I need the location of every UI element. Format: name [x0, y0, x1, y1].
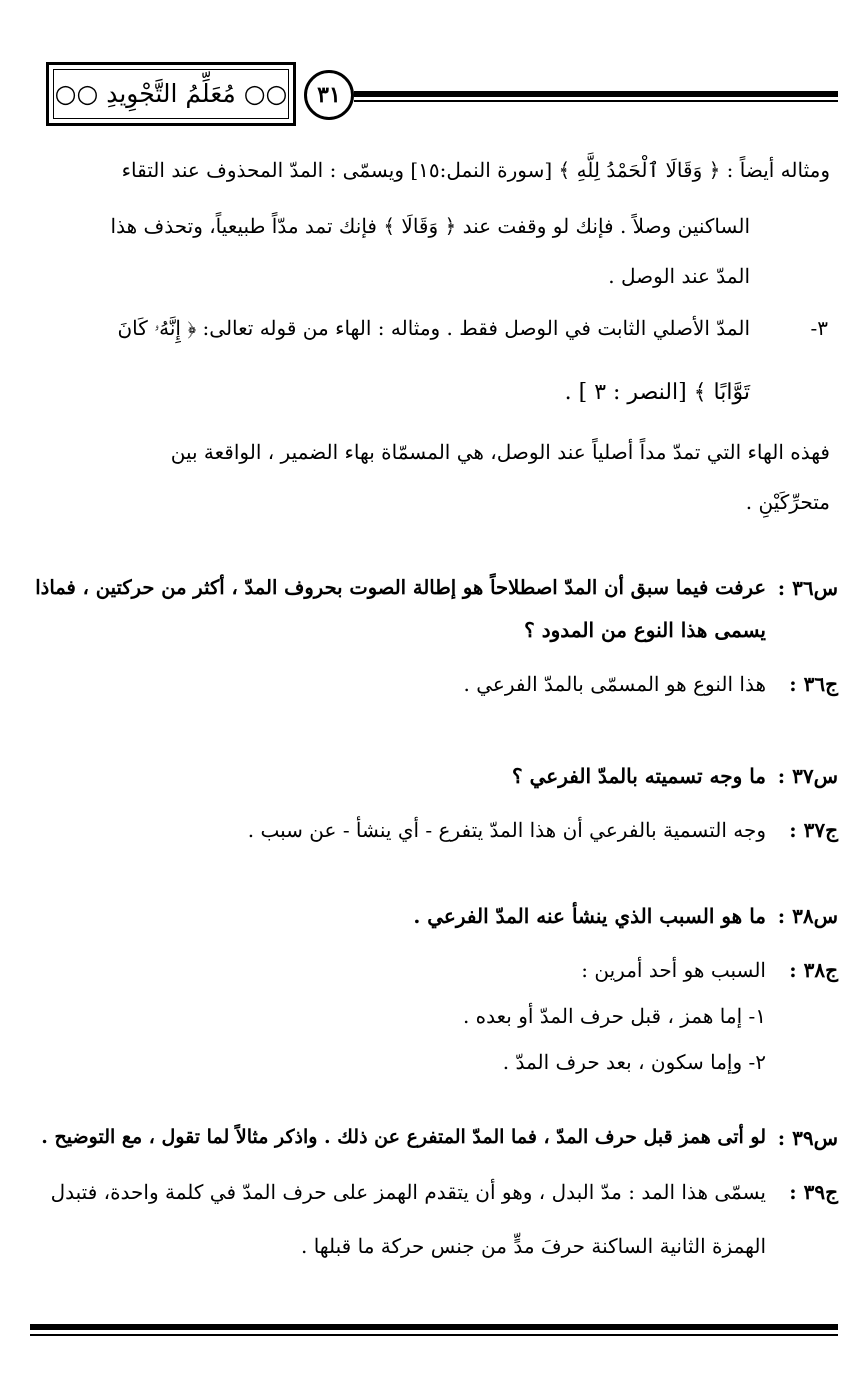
question-line: ما هو السبب الذي ينشأ عنه المدّ الفرعي .	[413, 904, 766, 928]
answer-label: ج٣٦ :	[789, 672, 838, 696]
answer-label: ج٣٧ :	[789, 818, 838, 842]
answer-line: ٢- وإما سكون ، بعد حرف المدّ .	[502, 1050, 766, 1074]
item-number: ٣-	[810, 316, 828, 340]
answer-line: ١- إما همز ، قبل حرف المدّ أو بعده .	[462, 1004, 766, 1028]
item-line: المدّ الأصلي الثابت في الوصل فقط . ومثاله : الهاء من قوله تعالى: ﴿ إِنَّهُۥ كَانَ	[117, 316, 750, 340]
header-rule	[354, 91, 838, 97]
question-line: يسمى هذا النوع من المدود ؟	[524, 618, 766, 642]
footer-rule-thin	[30, 1334, 838, 1336]
answer-line: يسمّى هذا المد : مدّ البدل ، وهو أن يتقدم الهمز على حرف المدّ في كلمة واحدة، فتبدل	[50, 1180, 766, 1204]
paragraph-line: الساكنين وصلاً . فإنك لو وقفت عند ﴿ وَقَالَا ﴾ فإنك تمد مدّاً طبيعياً، وتحذف هذا	[110, 214, 750, 238]
question-label: س٣٧ :	[777, 764, 838, 788]
answer-label: ج٣٩ :	[789, 1180, 838, 1204]
paragraph-line: المدّ عند الوصل .	[608, 264, 750, 288]
answer-line: هذا النوع هو المسمّى بالمدّ الفرعي .	[463, 672, 766, 696]
paragraph-line: فهذه الهاء التي تمدّ مداً أصلياً عند الوصل، هي المسمّاة بهاء الضمير ، الواقعة بين	[170, 440, 830, 464]
answer-line: السبب هو أحد أمرين :	[581, 958, 766, 982]
item-line: تَوَّابًا ﴾ [النصر : ٣ ] .	[564, 380, 750, 405]
book-title: ○○ مُعَلِّمُ التَّجْوِيدِ ○○	[54, 79, 288, 108]
answer-line: وجه التسمية بالفرعي أن هذا المدّ يتفرع - أي ينشأ - عن سبب .	[247, 818, 766, 842]
answer-line: الهمزة الثانية الساكنة حرفَ مدٍّ من جنس حركة ما قبلها .	[301, 1234, 766, 1258]
answer-label: ج٣٨ :	[789, 958, 838, 982]
header-rule-thin	[354, 100, 838, 102]
header-title-box	[46, 62, 296, 126]
question-line: ما وجه تسميته بالمدّ الفرعي ؟	[512, 764, 766, 788]
question-label: س٣٦ :	[777, 576, 838, 600]
paragraph-line: متحرِّكَيْنِ .	[745, 490, 830, 514]
footer-rule	[30, 1324, 838, 1330]
question-line: عرفت فيما سبق أن المدّ اصطلاحاً هو إطالة الصوت بحروف المدّ ، أكثر من حركتين ، فماذا	[35, 576, 766, 599]
paragraph-line: ومثاله أيضاً : ﴿ وَقَالَا ٱلْحَمْدُ لِلَّهِ ﴾ [سورة النمل:١٥] ويسمّى : المدّ المحذوف عند التقاء	[121, 158, 830, 182]
question-label: س٣٨ :	[777, 904, 838, 928]
page-number: ٣١	[304, 70, 354, 120]
question-label: س٣٩ :	[777, 1126, 838, 1150]
question-line: لو أتى همز قبل حرف المدّ ، فما المدّ المتفرع عن ذلك . واذكر مثالاً لما تقول ، مع التوضيح .	[41, 1126, 766, 1148]
